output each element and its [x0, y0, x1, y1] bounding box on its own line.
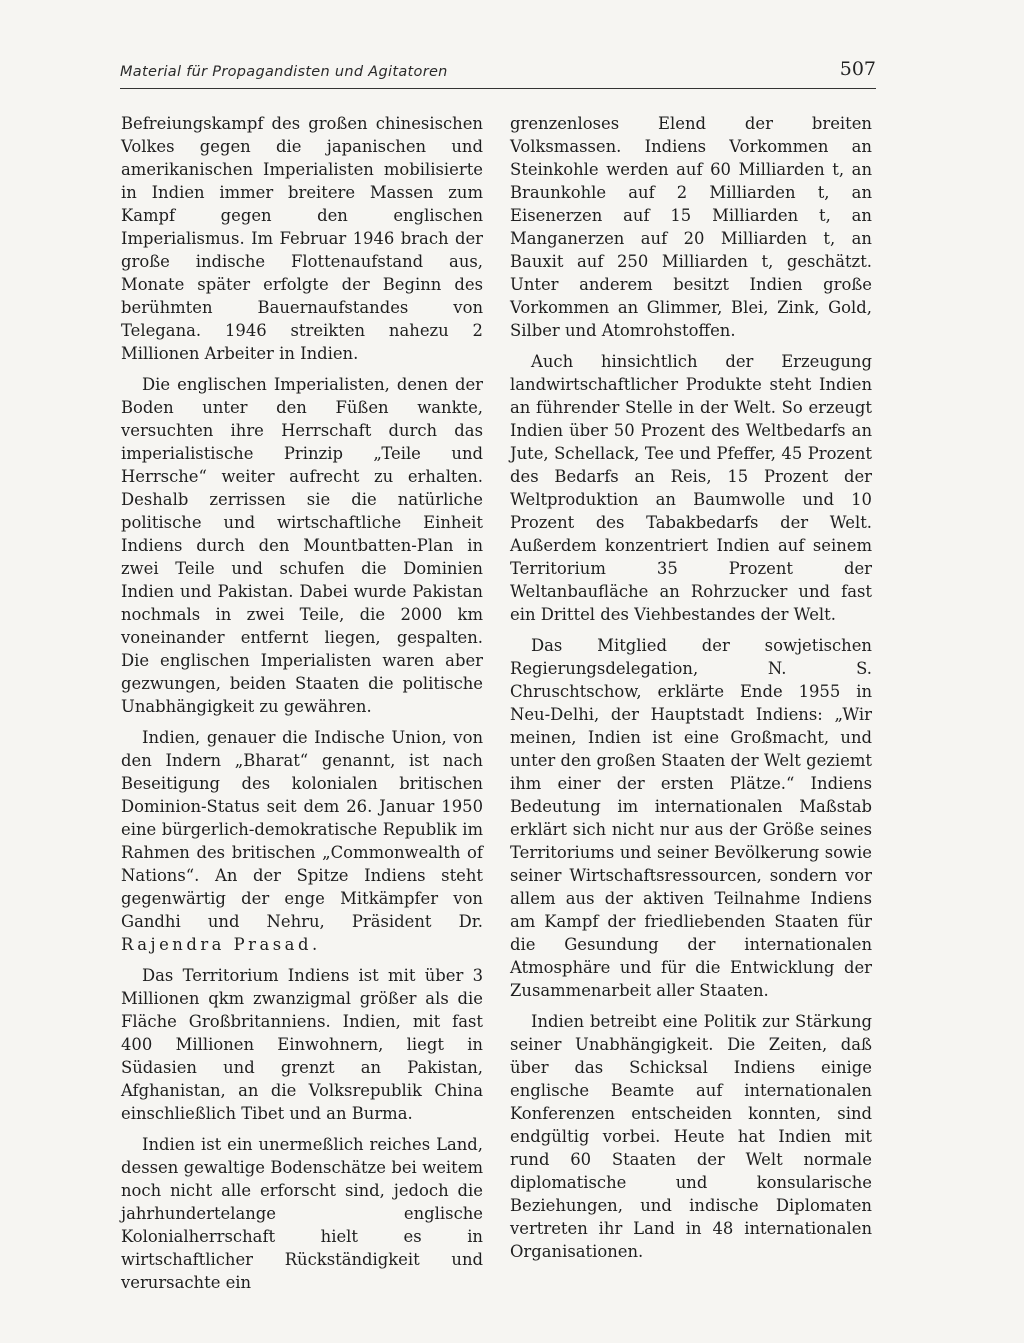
- paragraph-right-3: Das Mitglied der sowjetischen Regierungsdelegation, N. S. Chruschtschow, erklärte Ende 1955 in Neu-Delhi, der Hauptstadt Indiens: „Wir meinen, Indien ist eine Großmacht, und unter den großen Staaten der Welt geziemt ihm einer der ersten Plätze.“ Indiens Bedeutung im internationalen Maßstab erklärt sich nicht nur aus der Größe seines Territoriums und seiner Bevölkerung sowie seiner Wirtschaftsressourcen, sondern vor allem aus der aktiven Teilnahme Indiens am Kampf der friedliebenden Staaten für die Gesundung der internationalen Atmosphäre und für die Entwicklung der Zusammenarbeit aller Staaten.: [510, 636, 872, 1000]
- paragraph-right-4: Indien betreibt eine Politik zur Stärkung seiner Unabhängigkeit. Die Zeiten, daß über das Schicksal Indiens einige englische Beamte auf internationalen Konferenzen entscheiden konnten, sind endgültig vorbei. Heute hat Indien mit rund 60 Staaten der Welt normale diplomatische und konsularische Beziehungen, und indische Diplomaten vertreten ihr Land in 48 internationalen Organisationen.: [510, 1012, 872, 1261]
- page-number: 507: [839, 58, 876, 80]
- running-header: [120, 58, 876, 89]
- paragraph-left-3-text: Indien, genauer die Indische Union, von den Indern „Bharat“ genannt, ist nach Beseitigung des kolonialen britischen Dominion-Status seit dem 26. Januar 1950 eine bürgerlich-demokratische Republik im Rahmen des britischen „Commonwealth of Nations“. An der Spitze Indiens steht gegenwärtig der enge Mitkämpfer von Gandhi und Nehru, Präsident Dr.: [121, 728, 483, 931]
- president-name: Rajendra Prasad: [121, 935, 312, 954]
- paragraph-left-2: Die englischen Imperialisten, denen der Boden unter den Füßen wankte, versuchten ihre Herrschaft durch das imperialistische Prinzip „Teile und Herrsche“ weiter aufrecht zu erhalten. Deshalb zerrissen sie die natürliche politische und wirtschaftliche Einheit Indiens durch den Mountbatten-Plan in zwei Teile und schufen die Dominien Indien und Pakistan. Dabei wurde Pakistan nochmals in zwei Teile, die 2000 km voneinander entfernt liegen, gespalten. Die englischen Imperialisten waren aber gezwungen, beiden Staaten die politische Unabhängigkeit zu gewähren.: [121, 375, 483, 716]
- paragraph-right-1: grenzenloses Elend der breiten Volksmassen. Indiens Vorkommen an Steinkohle werden auf 60 Milliarden t, an Braunkohle auf 2 Milliarden t, an Eisenerzen auf 15 Milliarden t, an Manganerzen auf 20 Milliarden t, an Bauxit auf 250 Milliarden t, geschätzt. Unter anderem besitzt Indien große Vorkommen an Glimmer, Blei, Zink, Gold, Silber und Atomrohstoffen.: [510, 114, 872, 340]
- header-title: Material für Propagandisten und Agitatoren: [120, 64, 448, 80]
- paragraph-left-5: Indien ist ein unermeßlich reiches Land, dessen gewaltige Bodenschätze bei weitem noch nicht alle erforscht sind, jedoch die jahrhundertelange englische Kolonialherrschaft hielt es in wirtschaftlicher Rückständigkeit und verursachte ein: [121, 1135, 483, 1292]
- right-column: [510, 112, 872, 1271]
- paragraph-left-4: Das Territorium Indiens ist mit über 3 Millionen qkm zwanzigmal größer als die Fläche Großbritanniens. Indien, mit fast 400 Millionen Einwohnern, liegt in Südasien und grenzt an Pakistan, Afghanistan, an die Volksrepublik China einschließlich Tibet und an Burma.: [121, 966, 483, 1123]
- paragraph-right-2: Auch hinsichtlich der Erzeugung landwirtschaftlicher Produkte steht Indien an führender Stelle in der Welt. So erzeugt Indien über 50 Prozent des Weltbedarfs an Jute, Schellack, Tee und Pfeffer, 45 Prozent des Bedarfs an Reis, 15 Prozent der Weltproduktion an Baumwolle und 10 Prozent des Tabakbedarfs der Welt. Außerdem konzentriert Indien auf seinem Territorium 35 Prozent der Weltanbaufläche an Rohrzucker und fast ein Drittel des Viehbestandes der Welt.: [510, 352, 872, 624]
- paragraph-left-1: Befreiungskampf des großen chinesischen Volkes gegen die japanischen und amerikanischen Imperialisten mobilisierte in Indien immer breitere Massen zum Kampf gegen den englischen Imperialismus. Im Februar 1946 brach der große indische Flottenaufstand aus, Monate später erfolgte der Beginn des berühmten Bauernaufstandes von Telegana. 1946 streikten nahezu 2 Millionen Arbeiter in Indien.: [121, 114, 483, 363]
- paragraph-left-3: [121, 726, 483, 956]
- paragraph-left-3-end: .: [311, 935, 318, 954]
- left-column: [121, 112, 483, 1302]
